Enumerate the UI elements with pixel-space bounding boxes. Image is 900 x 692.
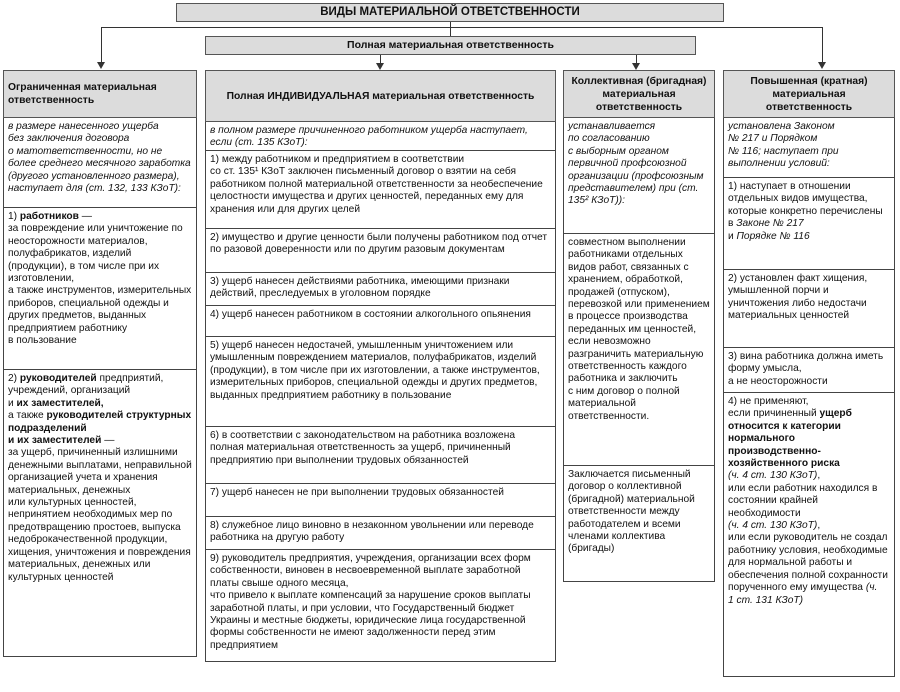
connector-top-bar (101, 27, 822, 28)
item-bold-text: руководителей (19, 373, 97, 384)
item-text: 4) не применяют, если причиненный (728, 396, 817, 420)
column-increased (723, 70, 895, 677)
column-increased-intro: установлена Законом № 217 и Порядком № 116; наступает при выполнении условий: (723, 118, 895, 178)
item-bold-text: работников (19, 211, 79, 222)
column-collective-header: Коллективная (бригадная) материальная ответственность (563, 70, 715, 118)
column-limited (3, 70, 197, 657)
item-number: 2) (8, 373, 20, 384)
column-limited-item-1 (3, 208, 197, 370)
item-bold-text-3: руководителей структурных подразделений и их заместителей (8, 410, 192, 447)
item-text-2: и (728, 230, 734, 242)
arrow-individual (376, 63, 384, 70)
item-text-2: а также (8, 410, 44, 422)
item-italic-text-2: Порядке № 116 (736, 230, 810, 242)
connector-left-down (101, 27, 102, 63)
arrow-left (97, 62, 105, 69)
column-individual-item-4: 4) ущерб нанесен работником в состоянии алкогольного опьянения (205, 306, 556, 337)
column-individual (205, 70, 556, 662)
column-increased-item-4 (723, 393, 895, 677)
column-individual-item-2: 2) имущество и другие ценности были получены работником под отчет по разовой доверенности или по другим разовым документам (205, 229, 556, 273)
column-collective-intro: устанавливается по согласованию с выборным органом первичной профсоюзной организации (профсоюзным представителем) при (ст. 135² КЗоТ)): (563, 118, 715, 234)
column-individual-item-1: 1) между работником и предприятием в соответствии со ст. 135¹ КЗоТ заключен письменный договор о взятии на себя работником полной материальной ответственности за необеспечение целостности имущества и других ценностей, переданных ему для хранения или для других целей (205, 151, 556, 229)
connector-title-down (450, 22, 451, 36)
item-number: 1) (8, 211, 20, 222)
item-italic-text-3: (ч. 1 ст. 131 КЗоТ) (728, 582, 878, 606)
full-liability-title: Полная материальная ответственность (205, 36, 696, 55)
column-limited-header: Ограниченная материальная ответственность (3, 70, 197, 118)
item-italic-text: (ч. 4 ст. 130 КЗоТ) (728, 470, 818, 482)
arrow-right (818, 62, 826, 69)
column-individual-item-8: 8) служебное лицо виновно в незаконном увольнении или переводе работника на другую работу (205, 517, 556, 550)
column-individual-intro: в полном размере причиненного работником ущерба наступает, если (ст. 135 КЗоТ): (205, 122, 556, 151)
main-title: ВИДЫ МАТЕРИАЛЬНОЙ ОТВЕТСТВЕННОСТИ (176, 3, 724, 22)
column-individual-item-9: 9) руководитель предприятия, учреждения, организации всех форм собственности, виновен в несвоевременной выплате заработной платы свыше одного месяца, что привело к выплате компенсаций за нарушение сроков выплаты заработной платы, и при условии, что Государственный бюджет Украины и местные бюджеты, юридические лица государственной формы собственности не имеют задолженности перед этим предприятием (205, 550, 556, 662)
item-bold-text: ущерб относится к категории нормального производственно-хозяйственного риска (728, 408, 852, 470)
column-individual-header: Полная ИНДИВИДУАЛЬНАЯ материальная ответственность (205, 70, 556, 122)
item-italic-text: Законе № 217 (736, 218, 804, 230)
item-italic-text-2: (ч. 4 ст. 130 КЗоТ) (728, 520, 818, 532)
column-individual-item-5: 5) ущерб нанесен недостачей, умышленным уничтожением или умышленным повреждением материалов, полуфабрикатов, изделий (продукции), в том числе при их изготовлении, а также инструментов, измерительных приборов, специальной одежды и других предметов, выданных предприятием работнику в пользование (205, 337, 556, 427)
connector-right-down (822, 27, 823, 63)
item-bold-text-2: их заместителей, (16, 397, 104, 409)
column-individual-item-3: 3) ущерб нанесен действиями работника, имеющими признаки действий, преследуемых в уголовном порядке (205, 273, 556, 306)
column-limited-item-2 (3, 370, 197, 657)
column-collective (563, 70, 715, 582)
column-increased-item-2: 2) установлен факт хищения, умышленной порчи и уничтожения либо недостачи материальных ценностей (723, 270, 895, 348)
column-collective-item-2: Заключается письменный договор о коллективной (бригадной) материальной ответственности между работодателем и всеми членами коллектива (бригады) (563, 466, 715, 582)
column-increased-header: Повышенная (кратная) материальная ответственность (723, 70, 895, 118)
column-increased-item-1 (723, 178, 895, 270)
item-text-4: , или если руководитель не создал работнику условия, необходимые для нормальной работы и обеспечения полной сохранности порученного ему имущества (728, 520, 888, 594)
item-text: 1) наступает в отношении отдельных видов имущества, которые конкретно перечислены в (728, 181, 883, 230)
item-text-3: — за ущерб, причиненный излишними денежными выплатами, неправильной организацией учета и хранения материальных, денежных или культурных ценностей, непринятием необходимых мер по предотвращению простоев, выпуска недоброкачественной продукции, хищения, уничтожения и повреждения материальных, денежных или культурных ценностей (8, 435, 192, 583)
item-text-3: , или если работник находился в состоянии крайней необходимости (728, 470, 878, 519)
arrow-collective (632, 63, 640, 70)
column-collective-item-1: совместном выполнении работниками отдельных видов работ, связанных с хранением, обработкой, продажей (отпуском), перевозкой или применением в процессе производства переданных им ценностей, если невозможно разграничить материальную ответственность каждого работника и заключить с ним договор о полной материальной ответственности. (563, 234, 715, 466)
column-individual-item-6: 6) в соответствии с законодательством на работника возложена полная материальная ответственность за ущерб, причиненный предприятию при выполнении трудовых обязанностей (205, 427, 556, 484)
column-increased-item-3: 3) вина работника должна иметь форму умысла, а не неосторожности (723, 348, 895, 393)
column-limited-intro: в размере нанесенного ущерба без заключения договора о матответственности, но не более среднего месячного заработка (другого установленного размера), наступает для (ст. 132, 133 КЗоТ): (3, 118, 197, 208)
column-individual-item-7: 7) ущерб нанесен не при выполнении трудовых обязанностей (205, 484, 556, 517)
item-text: предприятий, учреждений, организаций и (8, 373, 164, 409)
item-text: — за повреждение или уничтожение по неосторожности материалов, полуфабрикатов, изделий (продукции), в том числе при их изготовлении, а также инструментов, измерительных приборов, специальной одежды и других предметов, выданных предприятием работнику в пользование (8, 211, 192, 347)
